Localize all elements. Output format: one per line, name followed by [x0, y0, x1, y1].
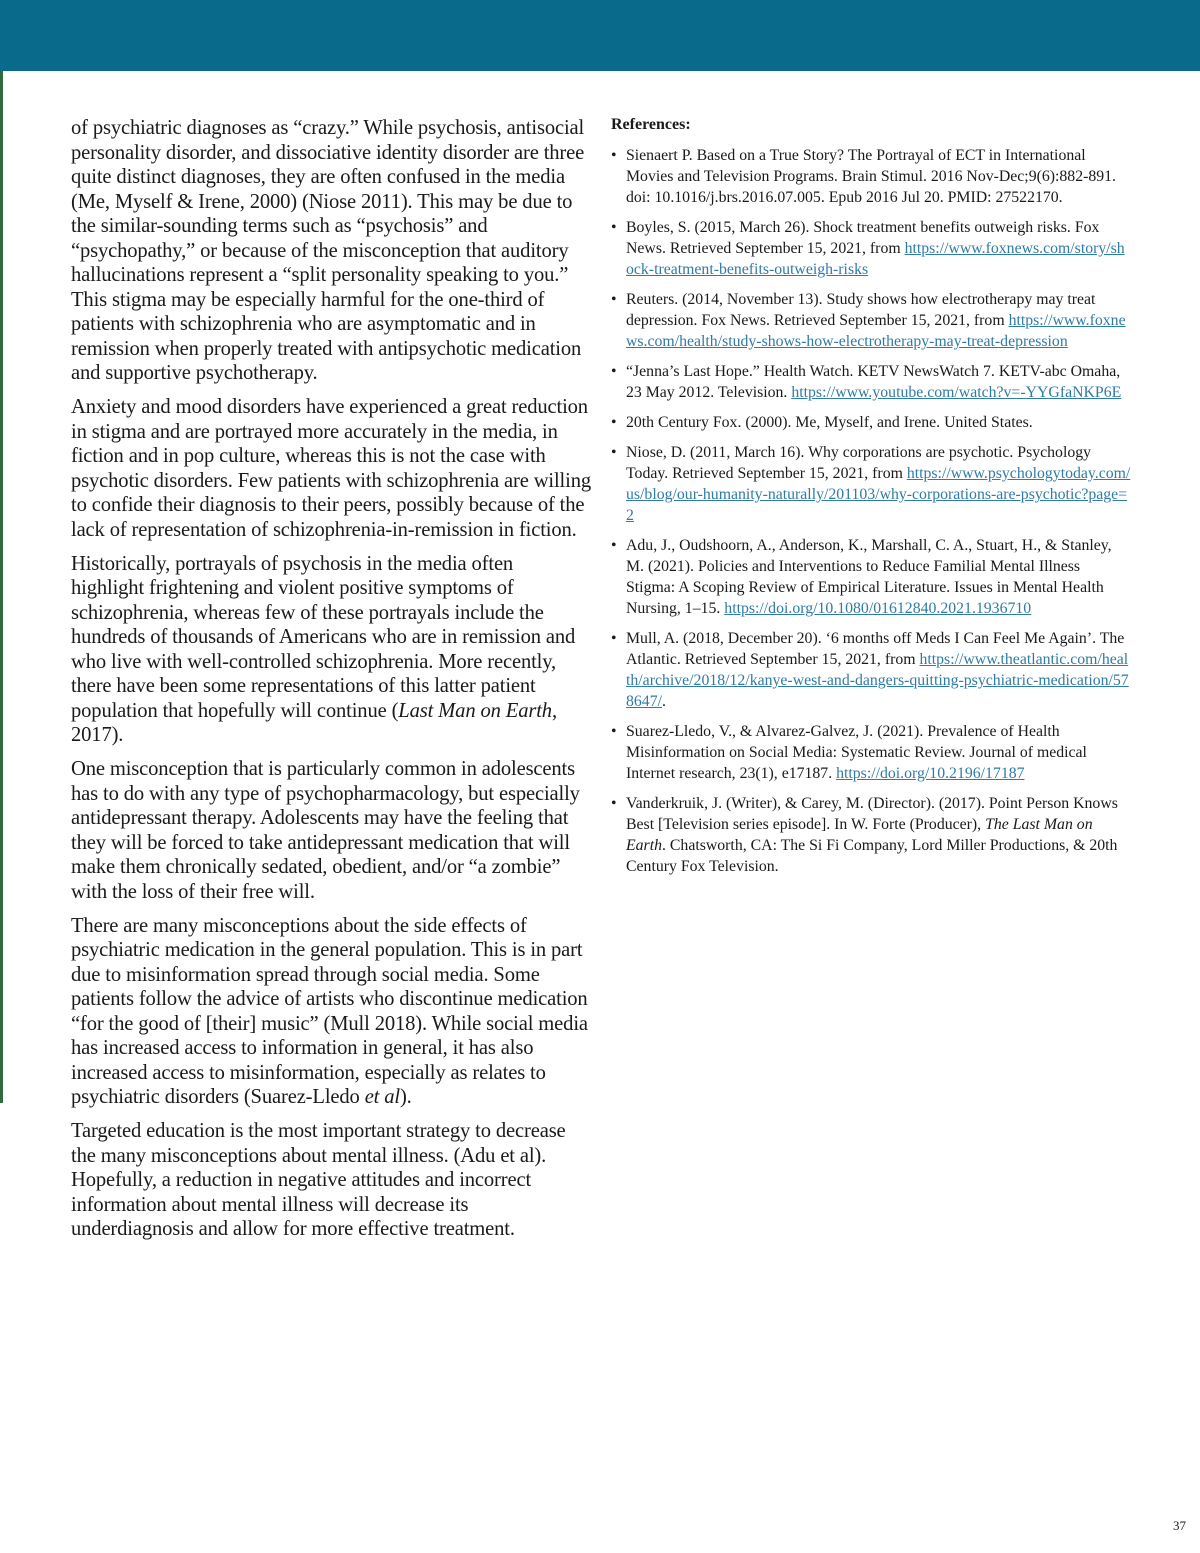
show-title-italic: Last Man on Earth	[398, 699, 552, 722]
references-heading: References:	[611, 116, 691, 133]
reference-item: • Sienaert P. Based on a True Story? The Portrayal of ECT in International Movies and Television Programs. Brain Stimul. 2016 Nov-Dec;9(6):882-891. doi: 10.1016/j.brs.2016.07.005. Epub 2016 Jul 20. PMID: 27522170.	[611, 145, 1131, 208]
body-paragraph-3: Historically, portrayals of psychosis in the media often highlight frightening and violent positive symptoms of schizophrenia, whereas few of these portrayals include the hundreds of thousands of Americans who are in remission and who live with well-controlled schizophrenia. More recently, there have been some representations of this latter patient population that hopefully will continue (Last Man on Earth, 2017).	[71, 552, 576, 746]
reference-item: • Adu, J., Oudshoorn, A., Anderson, K., Marshall, C. A., Stuart, H., & Stanley, M. (2021). Policies and Interventions to Reduce Familial Mental Illness Stigma: A Scoping Review of Empirical Literature. Issues in Mental Health Nursing, 1–15. https://doi.org/10.1080/01612840.2021.1936710	[611, 535, 1131, 619]
et-al-italic: et al	[364, 1086, 400, 1108]
body-paragraph-2: Anxiety and mood disorders have experienced a great reduction in stigma and are portrayed more accurately in the media, in fiction and in pop culture, whereas this is not the case with psychotic disorders. Few patients with schizophrenia are willing to confide their diagnosis to their peers, possibly because of the lack of representation of schizophrenia-in-remission in fiction.	[71, 396, 591, 541]
reference-item: • Niose, D. (2011, March 16). Why corporations are psychotic. Psychology Today. Retrieved September 15, 2021, from https://www.psychologytoday.com/us/blog/our-humanity-naturally/201103/why-corporations-are-psychotic?page=2	[611, 442, 1131, 526]
references-section	[611, 114, 1131, 886]
body-paragraph-5: There are many misconceptions about the side effects of psychiatric medication in the general population. This is in part due to misinformation spread through social media. Some patients follow the advice of artists who discontinue medication “for the good of [their] music” (Mull 2018). While social media has increased access to information in general, it has also increased access to misinformation, especially as relates to psychiatric disorders (Suarez-Lledo et al).	[71, 914, 588, 1108]
reference-link[interactable]: https://doi.org/10.2196/17187	[836, 765, 1025, 782]
reference-item: • Suarez-Lledo, V., & Alvarez-Galvez, J. (2021). Prevalence of Health Misinformation on Social Media: Systematic Review. Journal of medical Internet research, 23(1), e17187. https://doi.org/10.2196/17187	[611, 721, 1131, 784]
reference-link[interactable]: https://www.foxnews.com/story/shock-treatment-benefits-outweigh-risks	[626, 240, 1125, 278]
body-paragraph-4: One misconception that is particularly common in adolescents has to do with any type of psychopharmacology, but especially antidepressant therapy. Adolescents may have the feeling that they will be forced to take antidepressant medication that will make them chronically sedated, obedient, and/or “a zombie” with the loss of their free will.	[71, 758, 580, 903]
references-list	[611, 145, 1131, 877]
reference-link[interactable]: https://www.theatlantic.com/health/archive/2018/12/kanye-west-and-dangers-quitting-psychiatric-medication/578647/	[626, 651, 1129, 710]
reference-item: • Boyles, S. (2015, March 26). Shock treatment benefits outweigh risks. Fox News. Retrieved September 15, 2021, from https://www.foxnews.com/story/shock-treatment-benefits-outweigh-risks	[611, 217, 1131, 280]
reference-item: • Mull, A. (2018, December 20). ‘6 months off Meds I Can Feel Me Again’. The Atlantic. Retrieved September 15, 2021, from https://www.theatlantic.com/health/archive/2018/12/kanye-west-and-dangers-quitting-psychiatric-medication/578647/.	[611, 628, 1131, 712]
reference-link[interactable]: https://www.youtube.com/watch?v=-YYGfaNKP6E	[791, 384, 1122, 401]
header-band	[0, 0, 1200, 71]
left-edge-stripe	[0, 71, 3, 1103]
page-number: 37	[1173, 1518, 1186, 1533]
reference-link[interactable]: https://doi.org/10.1080/01612840.2021.1936710	[724, 600, 1032, 617]
body-paragraph-6: Targeted education is the most important strategy to decrease the many misconceptions about mental illness. (Adu et al). Hopefully, a reduction in negative attitudes and incorrect information about mental illness will decrease its underdiagnosis and allow for more effective treatment.	[71, 1120, 566, 1240]
reference-link[interactable]: https://www.psychologytoday.com/us/blog/our-humanity-naturally/201103/why-corporations-are-psychotic?page=2	[626, 465, 1131, 524]
reference-link[interactable]: https://www.foxnews.com/health/study-shows-how-electrotherapy-may-treat-depression	[626, 312, 1126, 350]
episode-title-italic: The Last Man on Earth	[626, 816, 1093, 854]
body-paragraph-1: of psychiatric diagnoses as “crazy.” While psychosis, antisocial personality disorder, and dissociative identity disorder are three quite distinct diagnoses, they are often confused in the media (Me, Myself & Irene, 2000) (Niose 2011). This may be due to the similar-sounding terms such as “psychosis” and “psychopathy,” or because of the misconception that auditory hallucinations represent a “split personality speaking to you.” This stigma may be especially harmful for the one-third of patients with schizophrenia who are asymptomatic and in remission when properly treated with antipsychotic medication and supportive psychotherapy.	[71, 117, 585, 384]
article-body	[71, 116, 591, 1251]
reference-item: • 20th Century Fox. (2000). Me, Myself, and Irene. United States.	[611, 412, 1131, 433]
reference-item: • Reuters. (2014, November 13). Study shows how electrotherapy may treat depression. Fox News. Retrieved September 15, 2021, from https://www.foxnews.com/health/study-shows-how-electrotherapy-may-treat-depression	[611, 289, 1131, 352]
reference-item: • “Jenna’s Last Hope.” Health Watch. KETV NewsWatch 7. KETV-abc Omaha, 23 May 2012. Television. https://www.youtube.com/watch?v=-YYGfaNKP6E	[611, 361, 1131, 403]
reference-item: • Vanderkruik, J. (Writer), & Carey, M. (Director). (2017). Point Person Knows Best [Television series episode]. In W. Forte (Producer), The Last Man on Earth. Chatsworth, CA: The Si Fi Company, Lord Miller Productions, & 20th Century Fox Television.	[611, 793, 1131, 877]
